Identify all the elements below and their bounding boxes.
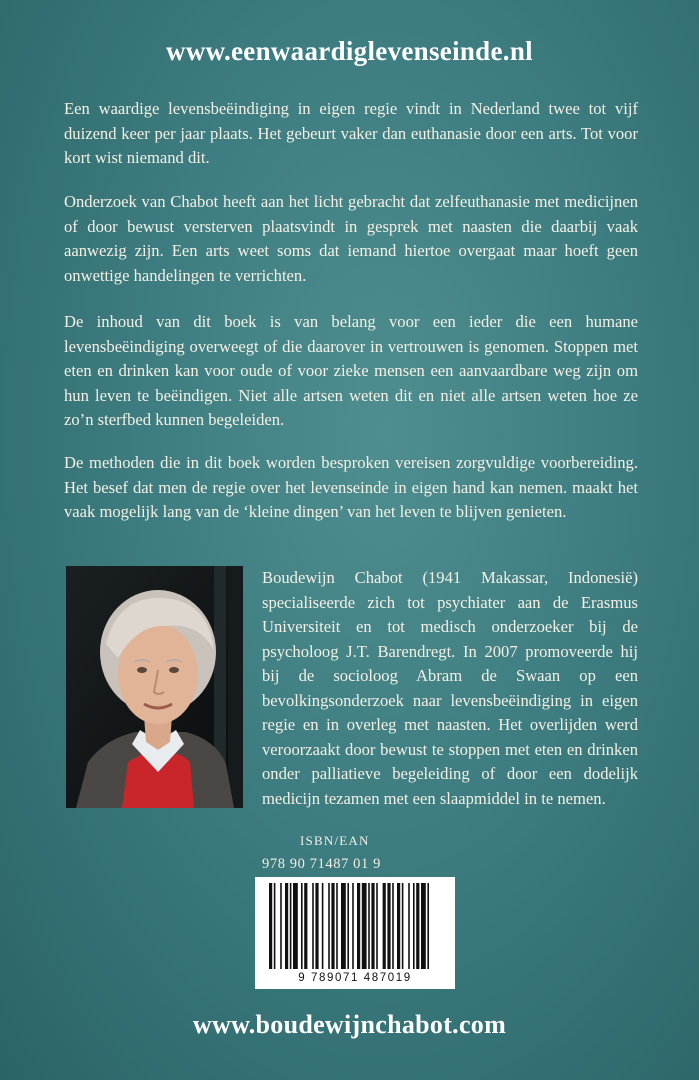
barcode-bar [416,883,419,969]
barcode-bar [427,883,429,969]
barcode-bar [402,883,404,969]
author-portrait-icon [66,566,243,808]
barcode-bar [347,883,349,969]
barcode-bar [304,883,307,969]
barcode-bar [357,883,360,969]
barcode-bar [290,883,292,969]
barcode-bar [322,883,324,969]
barcode-bar [293,883,298,969]
barcode-bar [397,883,400,969]
intro-paragraph-1: Een waardige levensbeëindiging in eigen regie vindt in Nederland twee tot vijf duizend keer per jaar plaats. Het gebeurt vaker dan euthanasie door een arts. Tot voor kort wist niemand dit. [64,99,638,167]
barcode-bar [383,883,386,969]
barcode-bar [331,883,334,969]
author-biography: Boudewijn Chabot (1941 Makassar, Indonesië) specialiseerde zich tot psychiater aan de Erasmus Universiteit en tot medisch onderzoeker bij de psycholoog J.T. Barendregt. In 2007 promoveerde hij bij de socioloog Abram de Swaan op een bevolkingsonderzoek naar levensbeëindiging in eigen regie en in overleg met naasten. Het overlijden werd veroorzaakt door bewust te stoppen met eten en drinken onder palliatieve begeleiding of door een dodelijk medicijn tezamen met een slaapmiddel in te nemen. [262,568,638,808]
website-url-top: www.eenwaardiglevenseinde.nl [166,36,533,66]
barcode-bar [352,883,354,969]
barcode-bar [421,883,426,969]
barcode-bar [280,883,282,969]
intro-paragraph-2: Onderzoek van Chabot heeft aan het licht gebracht dat zelfeuthanasie met medicijnen of door bewust versterven plaatsvindt in gesprek met naasten die daarbij vaak aanwezig zijn. Een arts weet soms dat iemand hiertoe overgaat maar hoeft geen onwettige handelingen te verrichten. [64,192,638,285]
barcode-bar [362,883,367,969]
barcode-bar [387,883,390,969]
barcode-digits: 9 789071 487019 [298,972,412,984]
barcode-bar [274,883,276,969]
barcode-bar [285,883,288,969]
barcode-bar [392,883,394,969]
barcode-bar [315,883,318,969]
barcode-bar [371,883,374,969]
barcode [255,877,455,989]
isbn-number: 978 90 71487 01 9 [262,856,381,872]
intro-paragraph-4: De methoden die in dit boek worden besproken vereisen zorgvuldige voorbereiding. Het besef dat men de regie over het levenseinde in eigen hand kan nemen. maakt het vaak mogelijk lang van de ‘kleine dingen’ van het leven te blijven genieten. [64,453,638,521]
barcode-bar [408,883,410,969]
barcode-bar [328,883,330,969]
author-photo [66,566,243,808]
barcode-bars-icon [255,877,455,972]
barcode-bar [336,883,338,969]
barcode-bar [312,883,314,969]
barcode-bar [368,883,370,969]
website-url-bottom: www.boudewijnchabot.com [192,1010,507,1039]
intro-paragraph-3: De inhoud van dit boek is van belang voor een ieder die een humane levensbeëindiging overweegt of die daarover in vertrouwen is genomen. Stoppen met eten en drinken kan voor oude of voor zieke mensen een aanvaardbare weg zijn om hun leven te beëindigen. Niet alle artsen weten dit en niet alle artsen weten hoe ze zo’n sterfbed kunnen begeleiden. [64,312,638,429]
isbn-label: ISBN/EAN [300,833,370,848]
barcode-bar [269,883,272,969]
barcode-bar [341,883,346,969]
barcode-bar [376,883,378,969]
barcode-bar [301,883,303,969]
barcode-bar [413,883,415,969]
